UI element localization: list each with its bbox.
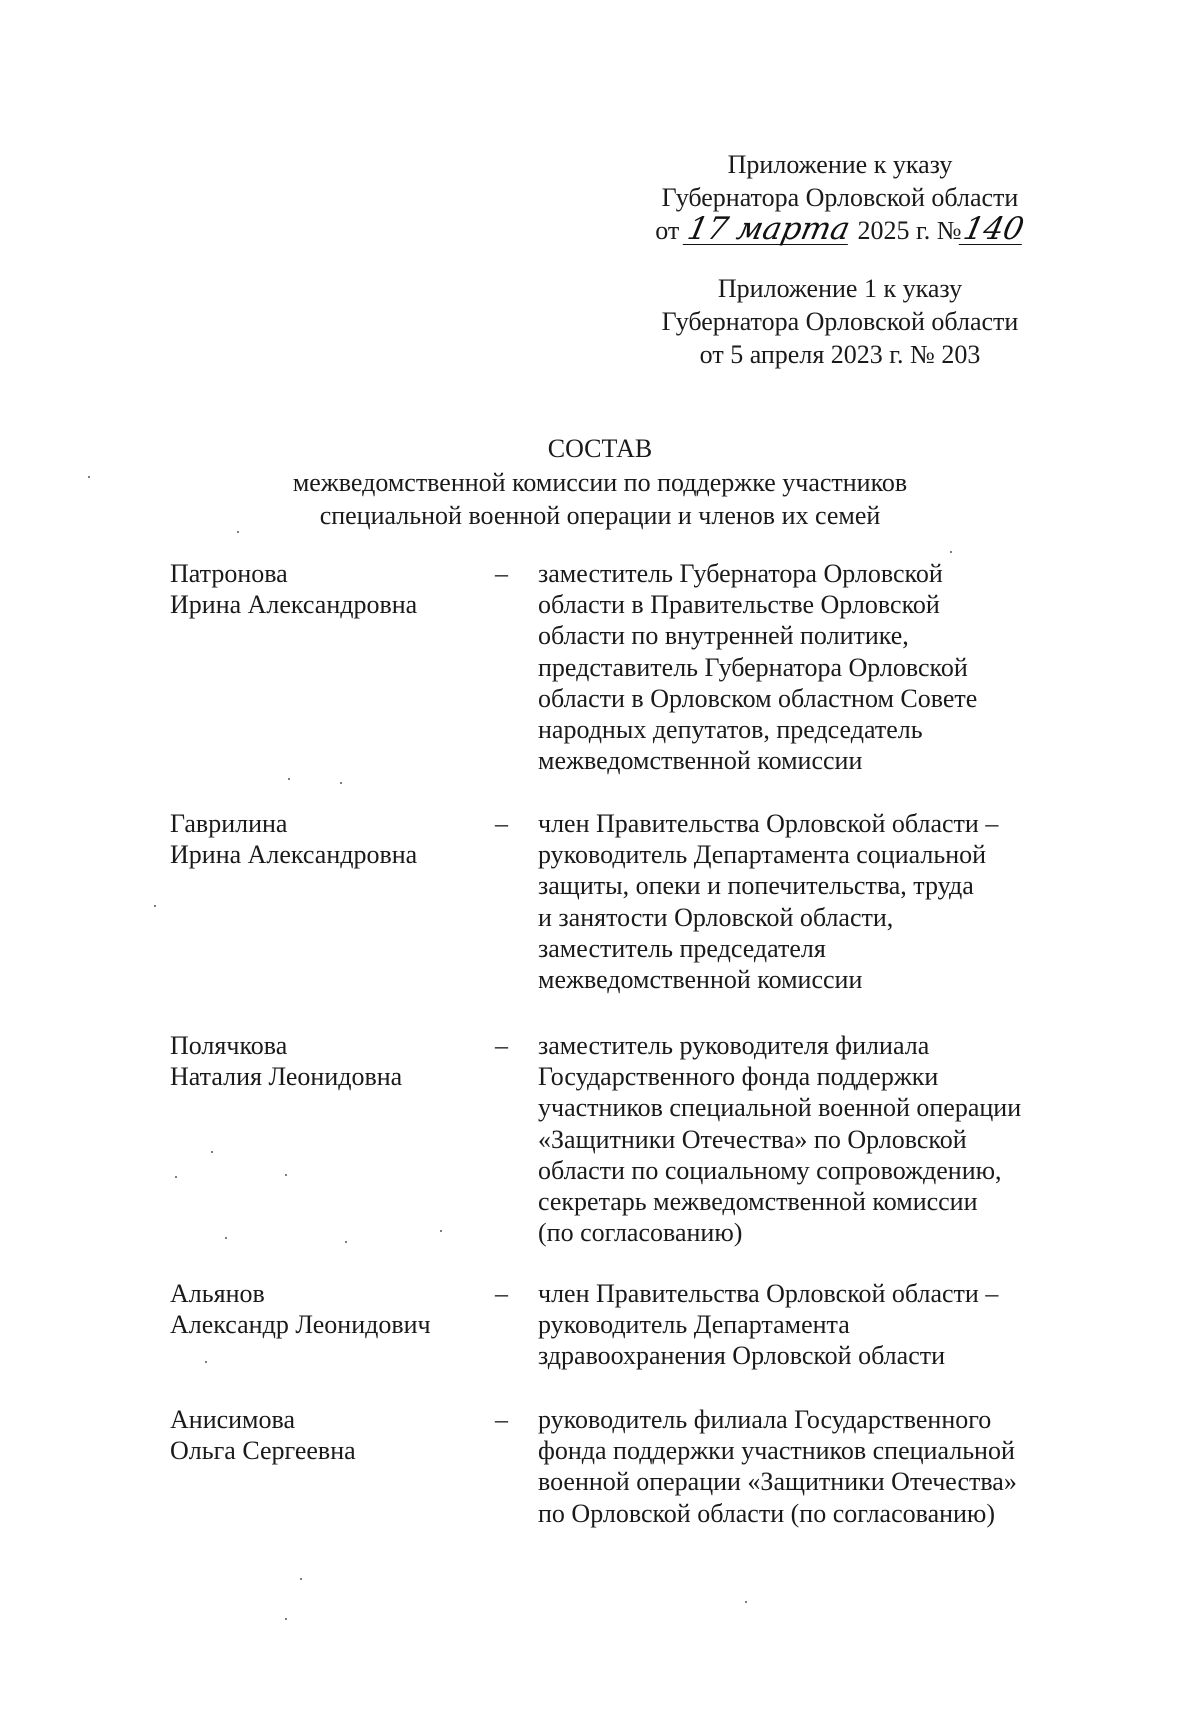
role-line: Государственного фонда поддержки [538,1062,939,1092]
role-line: межведомственной комиссии [538,746,863,776]
role-line: член Правительства Орловской области – [538,809,999,838]
scan-speck [175,1176,177,1178]
role-line: области по социальному сопровождению, [538,1155,1002,1185]
member-dash: – [495,1405,508,1434]
member-given-names: Ирина Александровна [170,840,418,870]
role-line: член Правительства Орловской области – [538,1279,999,1308]
member-surname: Гаврилина [170,809,288,838]
member-surname: Анисимова [170,1405,295,1434]
member-name [170,1278,470,1340]
member-surname: Альянов [170,1279,265,1308]
role-line: секретарь межведомственной комиссии [538,1187,978,1217]
member-role [538,1278,1058,1372]
role-line: (по согласованию) [538,1218,743,1248]
role-line: заместитель Губернатора Орловской [538,559,943,588]
role-line: руководитель филиала Государственного [538,1405,992,1434]
scan-speck [340,782,342,784]
scan-speck [345,1241,347,1243]
role-line: по Орловской области (по согласованию) [538,1498,996,1528]
role-line: руководитель Департамента социальной [538,840,987,870]
role-line: народных депутатов, председатель [538,715,923,745]
role-line: участников специальной военной операции [538,1093,1022,1123]
member-given-names: Ольга Сергеевна [170,1436,356,1466]
role-line: здравоохранения Орловской области [538,1341,946,1371]
subtitle-line2: специальной военной операции и членов их семей [319,501,881,530]
appendix-new-line2: Губернатора Орловской области [661,183,1019,212]
appendix-new-line1: Приложение к указу [727,150,953,179]
appendix-new-year: 2025 г. № [857,216,962,245]
scan-speck [950,551,952,553]
subtitle-line1: межведомственной комиссии по поддержке участников [292,468,908,497]
member-name [170,1404,470,1466]
member-given-names: Ирина Александровна [170,590,418,620]
handwritten-number: 140 [959,211,1027,247]
role-line: военной операции «Защитники Отечества» [538,1467,1017,1497]
scan-speck [300,1578,302,1580]
scan-speck [745,1601,747,1603]
scan-speck [154,905,156,907]
scan-speck [285,1174,287,1176]
member-role [538,1404,1058,1529]
scan-speck [440,1230,442,1232]
handwritten-date: 17 марта [684,211,853,247]
role-line: области в Орловском областном Совете [538,683,978,713]
member-role [538,558,1058,776]
member-role [538,808,1058,995]
role-line: фонда поддержки участников специальной [538,1436,1015,1466]
role-line: заместитель председателя [538,933,826,963]
role-line: области в Правительстве Орловской [538,590,940,620]
appendix-new-block [580,148,1100,247]
role-line: заместитель руководителя филиала [538,1031,930,1060]
scan-speck [211,1151,213,1153]
role-line: представитель Губернатора Орловской [538,652,968,682]
document-title: СОСТАВ [547,434,653,463]
member-given-names: Александр Леонидович [170,1310,431,1340]
role-line: межведомственной комиссии [538,965,863,995]
member-name [170,558,470,620]
document-subtitle [180,466,1020,532]
role-line: «Защитники Отечества» по Орловской [538,1124,967,1154]
member-dash: – [495,809,508,838]
appendix-old-block [580,272,1100,371]
role-line: защиты, опеки и попечительства, труда [538,871,974,901]
appendix-new-date-row [580,211,1100,247]
member-dash: – [495,559,508,588]
member-given-names: Наталия Леонидовна [170,1062,403,1092]
member-name [170,808,470,870]
scan-speck [285,1618,287,1620]
member-dash: – [495,1279,508,1308]
scan-speck [88,476,90,478]
member-name [170,1030,470,1092]
role-line: и занятости Орловской области, [538,902,894,932]
scan-speck [205,1361,207,1363]
appendix-old-line2: Губернатора Орловской области [661,307,1019,336]
appendix-new-prefix: от [655,216,680,245]
role-line: руководитель Департамента [538,1310,850,1340]
member-role [538,1030,1058,1248]
appendix-old-line3: от 5 апреля 2023 г. № 203 [699,340,981,369]
scan-speck [288,778,290,780]
member-surname: Полячкова [170,1031,288,1060]
member-dash: – [495,1031,508,1060]
role-line: области по внутренней политике, [538,621,909,651]
scan-speck [237,531,239,533]
appendix-old-line1: Приложение 1 к указу [717,274,963,303]
member-surname: Патронова [170,559,288,588]
scan-speck [225,1237,227,1239]
